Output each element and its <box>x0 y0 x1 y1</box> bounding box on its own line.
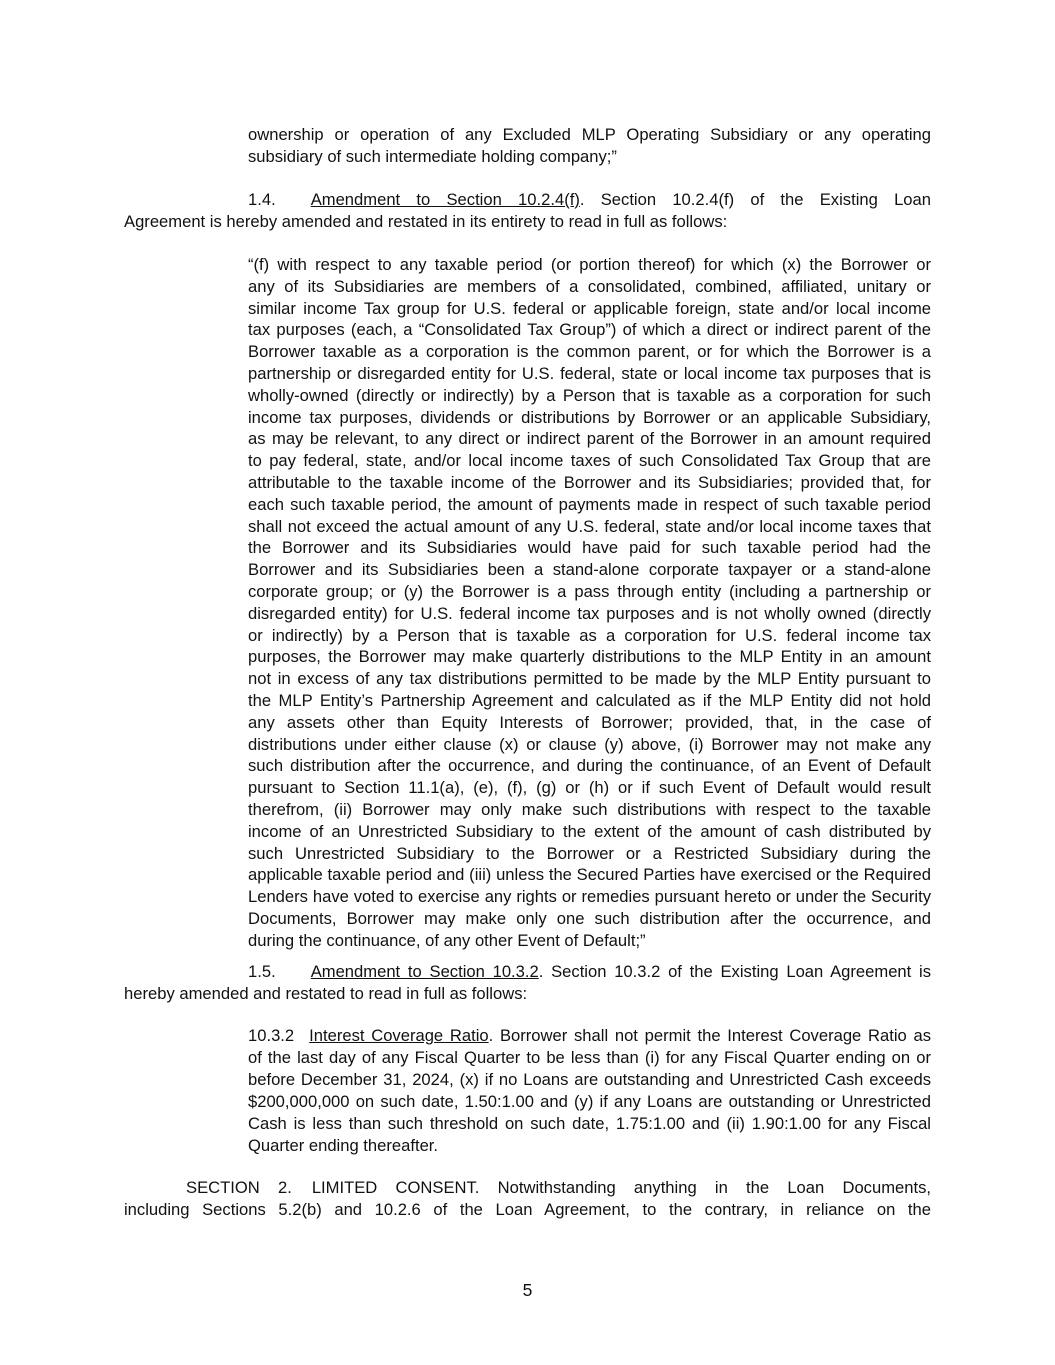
quoted-clause-line: corporate group; or (y) the Borrower is a pass through entity (including a partnership or <box>248 582 931 601</box>
section-heading-continuation: . Borrower shall not permit the Interest Coverage Ratio as <box>488 1026 931 1045</box>
section-number: 10.3.2 <box>248 1026 295 1045</box>
quoted-clause-line: partnership or disregarded entity for U.S. federal, state or local income tax purposes that is <box>248 364 931 383</box>
section-2-heading-line <box>186 1177 931 1199</box>
quoted-clause-line: Borrower and its Subsidiaries been a stand-alone corporate taxpayer or a stand-alone <box>248 560 931 579</box>
section-number: 1.5. <box>248 962 276 981</box>
body-text-line: of the last day of any Fiscal Quarter to be less than (i) for any Fiscal Quarter ending on or <box>248 1048 931 1067</box>
quoted-clause-line: not in excess of any tax distributions permitted to be made by the MLP Entity pursuant to <box>248 669 931 688</box>
body-text-line: ownership or operation of any Excluded MLP Operating Subsidiary or any operating <box>248 125 931 144</box>
section-heading: Interest Coverage Ratio <box>309 1026 489 1045</box>
quoted-clause-line: purposes, the Borrower may make quarterly distributions to the MLP Entity in an amount <box>248 647 931 666</box>
quoted-clause-line: to pay federal, state, and/or local income taxes of such Consolidated Tax Group that are <box>248 451 931 470</box>
quoted-clause-line: the Borrower and its Subsidiaries would have paid for such taxable period had the <box>248 538 931 557</box>
quoted-clause-line: Documents, Borrower may make only one such distribution after the occurrence, and <box>248 909 931 928</box>
body-text-line: subsidiary of such intermediate holding company;” <box>248 147 617 166</box>
section-1-5-heading-line <box>248 961 931 983</box>
body-text-line: Agreement is hereby amended and restated in its entirety to read in full as follows: <box>124 212 728 231</box>
quoted-clause-line: disregarded entity) for U.S. federal income tax purposes and is not wholly owned (directly <box>248 604 931 623</box>
section-heading-continuation: . Section 10.2.4(f) of the Existing Loan <box>579 190 931 209</box>
quoted-clause-line: similar income Tax group for U.S. federal or applicable foreign, state and/or local income <box>248 299 931 318</box>
body-text-line: Quarter ending thereafter. <box>248 1136 439 1155</box>
quoted-clause-line: distributions under either clause (x) or clause (y) above, (i) Borrower may not make any <box>248 735 931 754</box>
quoted-clause-line: any assets other than Equity Interests of Borrower; provided, that, in the case of <box>248 713 931 732</box>
body-text-line: $200,000,000 on such date, 1.50:1.00 and (y) if any Loans are outstanding or Unrestricted <box>248 1092 931 1111</box>
body-text-line: before December 31, 2024, (x) if no Loans are outstanding and Unrestricted Cash exceeds <box>248 1070 931 1089</box>
body-text-line: including Sections 5.2(b) and 10.2.6 of the Loan Agreement, to the contrary, in reliance on the <box>124 1200 931 1219</box>
quoted-clause-line: such Unrestricted Subsidiary to the Borrower or a Restricted Subsidiary during the <box>248 844 931 863</box>
section-title: LIMITED CONSENT. <box>311 1178 480 1197</box>
quoted-clause-line: applicable taxable period and (iii) unless the Secured Parties have exercised or the Required <box>248 865 931 884</box>
section-heading: Amendment to Section 10.3.2 <box>310 962 539 981</box>
section-number: 1.4. <box>248 190 276 209</box>
section-title-continuation: Notwithstanding anything in the Loan Documents, <box>479 1178 931 1197</box>
quoted-clause-line: each such taxable period, the amount of payments made in respect of such taxable period <box>248 495 931 514</box>
quoted-clause-line: the MLP Entity’s Partnership Agreement and calculated as if the MLP Entity did not hold <box>248 691 931 710</box>
quoted-clause-line: “(f) with respect to any taxable period (or portion thereof) for which (x) the Borrower or <box>248 255 931 274</box>
quoted-clause-line: pursuant to Section 11.1(a), (e), (f), (g) or (h) or if such Event of Default would result <box>248 778 931 797</box>
quoted-clause-line: attributable to the taxable income of the Borrower and its Subsidiaries; provided that, for <box>248 473 931 492</box>
quoted-clause-line: as may be relevant, to any direct or indirect parent of the Borrower in an amount required <box>248 429 931 448</box>
quoted-clause-line: Lenders have voted to exercise any rights or remedies pursuant hereto or under the Security <box>248 887 931 906</box>
body-text-line: Cash is less than such threshold on such date, 1.75:1.00 and (ii) 1.90:1.00 for any Fiscal <box>248 1114 931 1133</box>
quoted-clause-line: tax purposes (each, a “Consolidated Tax Group”) of which a direct or indirect parent of the <box>248 320 931 339</box>
section-10-3-2-heading-line <box>248 1025 931 1047</box>
section-heading: Amendment to Section 10.2.4(f) <box>310 190 580 209</box>
quoted-clause-line: during the continuance, of any other Event of Default;” <box>248 931 646 950</box>
quoted-clause-line: shall not exceed the actual amount of any U.S. federal, state and/or local income taxes that <box>248 517 931 536</box>
section-label: SECTION 2. <box>186 1178 292 1197</box>
quoted-clause-line: income tax purposes, dividends or distributions by Borrower or an applicable Subsidiary, <box>248 408 931 427</box>
quoted-clause-line: wholly-owned (directly or indirectly) by a Person that is taxable as a corporation for such <box>248 386 931 405</box>
quoted-clause-line: any of its Subsidiaries are members of a consolidated, combined, affiliated, unitary or <box>248 277 931 296</box>
quoted-clause-line: such distribution after the occurrence, and during the continuance, of an Event of Default <box>248 756 931 775</box>
quoted-clause-line: therefrom, (ii) Borrower may only make such distributions with respect to the taxable <box>248 800 931 819</box>
section-heading-continuation: . Section 10.3.2 of the Existing Loan Agreement is <box>538 962 931 981</box>
quoted-clause-line: or indirectly) by a Person that is taxable as a corporation for U.S. federal income tax <box>248 626 931 645</box>
page-number: 5 <box>522 1280 533 1300</box>
body-text-line: hereby amended and restated to read in full as follows: <box>124 984 528 1003</box>
section-1-4-heading-line <box>248 189 931 211</box>
quoted-clause-line: Borrower taxable as a corporation is the common parent, or for which the Borrower is a <box>248 342 931 361</box>
quoted-clause-line: income of an Unrestricted Subsidiary to the extent of the amount of cash distributed by <box>248 822 931 841</box>
